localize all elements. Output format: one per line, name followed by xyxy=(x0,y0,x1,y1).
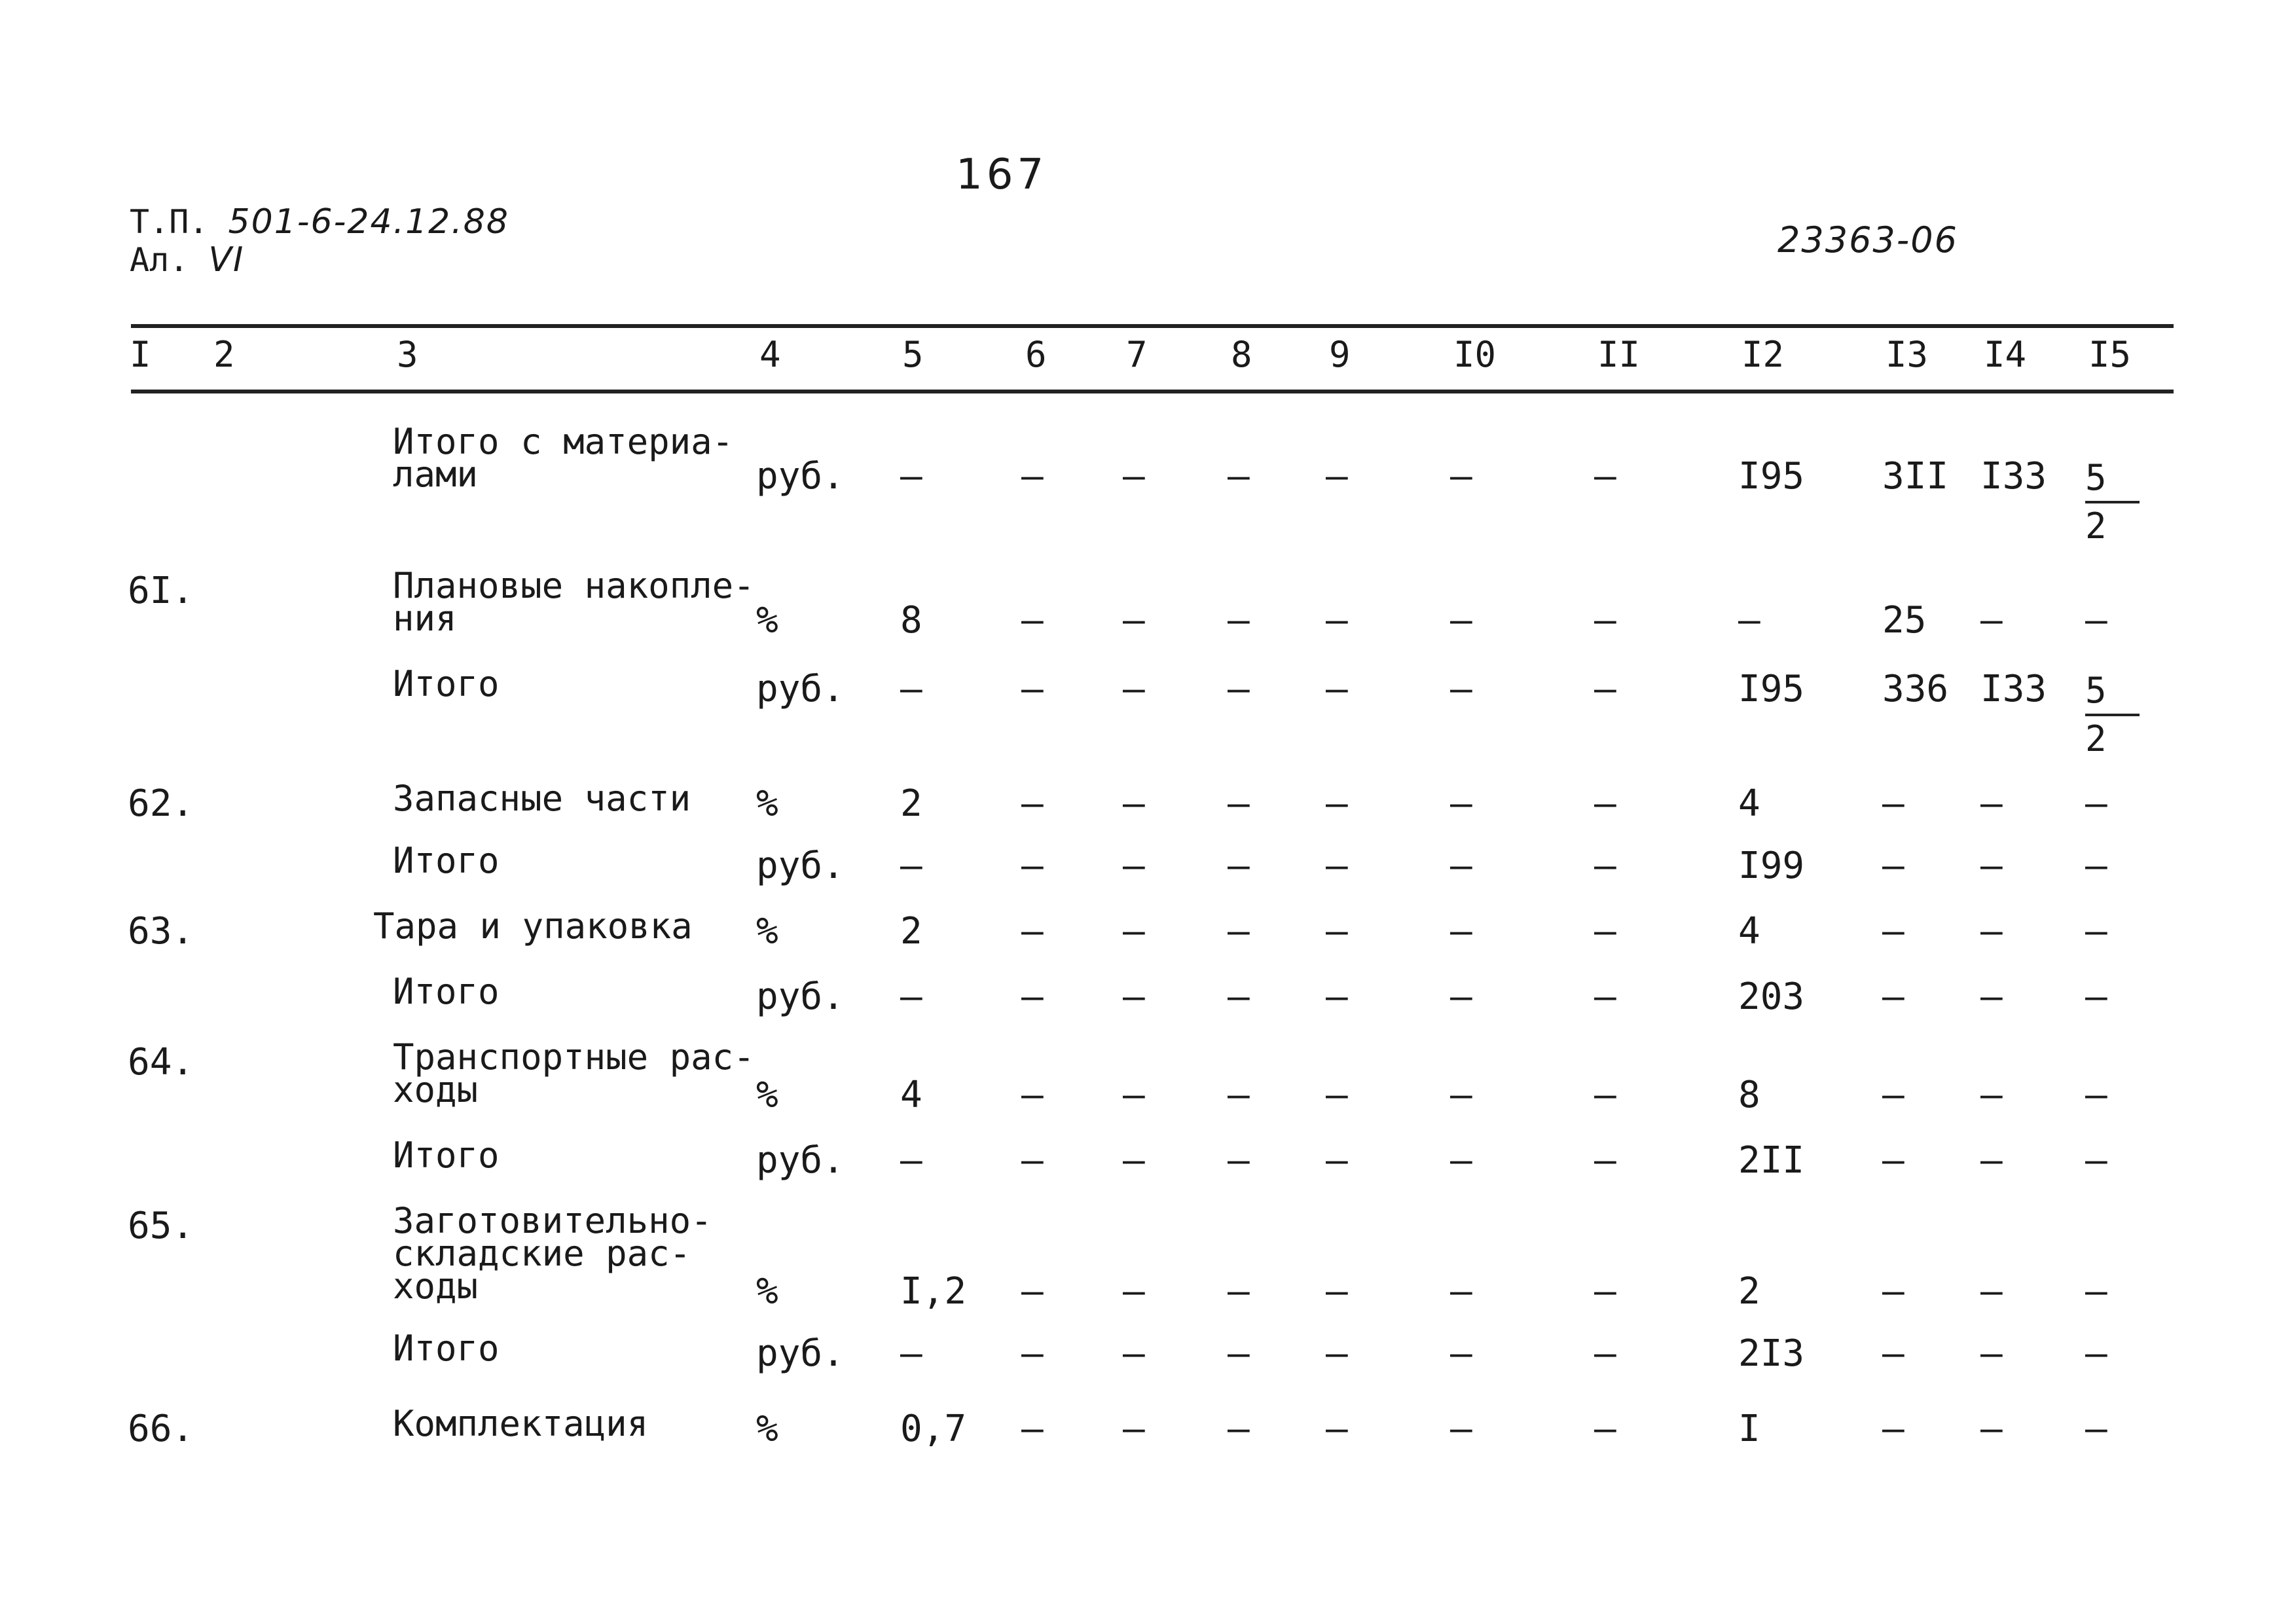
cell-col-6: – xyxy=(1021,1074,1044,1116)
cell-col-11: – xyxy=(1594,1332,1616,1375)
row-description-line: Плановые накопле- xyxy=(393,565,755,606)
cell-col-13: 336 xyxy=(1882,668,1949,710)
row-description xyxy=(393,971,500,1012)
cell-col-15: – xyxy=(2085,1270,2107,1313)
cell-col-8: – xyxy=(1228,599,1250,642)
row-description-line: Итого xyxy=(393,1135,500,1176)
cell-col-9: – xyxy=(1326,976,1348,1018)
cell-col-12: I95 xyxy=(1738,668,1805,710)
series-number: 501-6-24.12.88 xyxy=(228,202,509,242)
cell-col-12: 4 xyxy=(1738,782,1760,825)
row-unit: руб. xyxy=(756,976,845,1018)
fraction-col-15 xyxy=(2085,668,2140,762)
cell-col-6: – xyxy=(1021,668,1044,710)
row-description-line: Транспортные рас- xyxy=(393,1036,755,1078)
cell-col-15: – xyxy=(2085,1074,2107,1116)
cell-col-14: I33 xyxy=(1980,455,2047,498)
column-header-15: I5 xyxy=(2088,334,2132,375)
row-description-line: Итого xyxy=(393,840,500,881)
cell-col-7: – xyxy=(1123,1270,1145,1313)
cell-col-12: 203 xyxy=(1738,976,1805,1018)
cell-col-5: I,2 xyxy=(900,1270,967,1313)
cell-col-11: – xyxy=(1594,1139,1616,1182)
row-description-line: Тара и упаковка xyxy=(373,905,693,947)
cell-col-9: – xyxy=(1326,668,1348,710)
cell-col-5: – xyxy=(900,1139,922,1182)
cell-col-9: – xyxy=(1326,1270,1348,1313)
cell-col-11: – xyxy=(1594,1408,1616,1450)
cell-col-15: – xyxy=(2085,1139,2107,1182)
fraction-denominator: 2 xyxy=(2085,718,2107,759)
cell-col-14: – xyxy=(1980,782,2003,825)
row-number: 66. xyxy=(128,1408,194,1450)
cell-col-6: – xyxy=(1021,455,1044,498)
cell-col-5: 2 xyxy=(900,782,922,825)
row-number: 64. xyxy=(128,1041,194,1084)
cell-col-10: – xyxy=(1450,668,1472,710)
cell-col-10: – xyxy=(1450,599,1472,642)
row-description-line: Заготовительно- xyxy=(393,1200,712,1241)
cell-col-15: – xyxy=(2085,976,2107,1018)
row-description-line: лами xyxy=(393,454,479,495)
row-description xyxy=(393,421,734,495)
cell-col-13: 25 xyxy=(1882,599,1927,642)
cell-col-13: – xyxy=(1882,976,1904,1018)
cell-col-7: – xyxy=(1123,782,1145,825)
row-description xyxy=(393,778,691,819)
column-header-10: I0 xyxy=(1453,334,1497,375)
cell-col-11: – xyxy=(1594,1074,1616,1116)
row-description xyxy=(393,1328,500,1369)
row-unit: % xyxy=(756,910,778,953)
row-description xyxy=(393,1036,755,1110)
cell-col-7: – xyxy=(1123,668,1145,710)
row-description xyxy=(393,840,500,881)
cell-col-14: – xyxy=(1980,599,2003,642)
cell-col-5: – xyxy=(900,668,922,710)
cell-col-8: – xyxy=(1228,1270,1250,1313)
row-unit: руб. xyxy=(756,845,845,887)
cell-col-14: – xyxy=(1980,910,2003,953)
cell-col-8: – xyxy=(1228,976,1250,1018)
row-description xyxy=(393,1200,712,1307)
cell-col-14: – xyxy=(1980,1074,2003,1116)
cell-col-13: – xyxy=(1882,1408,1904,1450)
row-description xyxy=(393,663,500,704)
document-code xyxy=(130,203,509,279)
cell-col-10: – xyxy=(1450,1074,1472,1116)
cell-col-13: – xyxy=(1882,1332,1904,1375)
row-description-line: ходы xyxy=(393,1069,479,1110)
cell-col-11: – xyxy=(1594,782,1616,825)
row-description-line: Запасные части xyxy=(393,778,691,819)
column-header-14: I4 xyxy=(1984,334,2027,375)
cell-col-12: 2I3 xyxy=(1738,1332,1805,1375)
cell-col-10: – xyxy=(1450,455,1472,498)
column-header-4: 4 xyxy=(759,334,781,375)
cell-col-8: – xyxy=(1228,910,1250,953)
row-unit: % xyxy=(756,782,778,825)
document-number: 23363-06 xyxy=(1777,219,1958,261)
page-number: 167 xyxy=(956,151,1048,199)
row-unit: % xyxy=(756,1074,778,1116)
column-header-12: I2 xyxy=(1741,334,1785,375)
cell-col-14: – xyxy=(1980,1139,2003,1182)
cell-col-11: – xyxy=(1594,910,1616,953)
row-description-line: складские рас- xyxy=(393,1233,691,1274)
cell-col-9: – xyxy=(1326,1332,1348,1375)
cell-col-12: I99 xyxy=(1738,845,1805,887)
cell-col-14: – xyxy=(1980,976,2003,1018)
column-header-3: 3 xyxy=(397,334,418,375)
column-header-9: 9 xyxy=(1329,334,1351,375)
row-unit: руб. xyxy=(756,455,845,498)
cell-col-14: – xyxy=(1980,1270,2003,1313)
row-number: 65. xyxy=(128,1205,194,1247)
cell-col-10: – xyxy=(1450,1139,1472,1182)
fraction-numerator: 5 xyxy=(2085,668,2140,716)
row-unit: руб. xyxy=(756,1332,845,1375)
cell-col-6: – xyxy=(1021,910,1044,953)
row-description xyxy=(393,1135,500,1176)
cell-col-13: – xyxy=(1882,782,1904,825)
cell-col-5: 8 xyxy=(900,599,922,642)
cell-col-10: – xyxy=(1450,910,1472,953)
cell-col-8: – xyxy=(1228,668,1250,710)
column-header-11: II xyxy=(1597,334,1641,375)
cell-col-15: – xyxy=(2085,599,2107,642)
cell-col-5: – xyxy=(900,1332,922,1375)
cell-col-7: – xyxy=(1123,845,1145,887)
cell-col-7: – xyxy=(1123,1074,1145,1116)
row-unit: % xyxy=(756,599,778,642)
cell-col-12: I95 xyxy=(1738,455,1805,498)
row-unit: % xyxy=(756,1408,778,1450)
album-line xyxy=(130,241,509,279)
cell-col-9: – xyxy=(1326,1139,1348,1182)
cell-col-10: – xyxy=(1450,976,1472,1018)
cell-col-12: I xyxy=(1738,1408,1760,1450)
cell-col-10: – xyxy=(1450,1408,1472,1450)
cell-col-5: 0,7 xyxy=(900,1408,967,1450)
column-header-13: I3 xyxy=(1886,334,1929,375)
cell-col-8: – xyxy=(1228,1139,1250,1182)
cell-col-10: – xyxy=(1450,782,1472,825)
fraction-numerator: 5 xyxy=(2085,455,2140,503)
cell-col-6: – xyxy=(1021,1408,1044,1450)
cell-col-13: – xyxy=(1882,845,1904,887)
row-number: 6I. xyxy=(128,570,194,612)
album-number: VI xyxy=(208,240,245,280)
column-header-1: I xyxy=(130,334,151,375)
cell-col-9: – xyxy=(1326,599,1348,642)
row-description-line: ходы xyxy=(393,1266,479,1307)
cell-col-7: – xyxy=(1123,976,1145,1018)
cell-col-12: – xyxy=(1738,599,1760,642)
cell-col-7: – xyxy=(1123,910,1145,953)
cell-col-15: – xyxy=(2085,1408,2107,1450)
cell-col-9: – xyxy=(1326,455,1348,498)
cell-col-6: – xyxy=(1021,782,1044,825)
cell-col-15: – xyxy=(2085,910,2107,953)
cell-col-13: – xyxy=(1882,1270,1904,1313)
cell-col-14: I33 xyxy=(1980,668,2047,710)
fraction-denominator: 2 xyxy=(2085,505,2107,547)
series-prefix: Т.П. xyxy=(130,203,209,241)
cell-col-12: 8 xyxy=(1738,1074,1760,1116)
cell-col-12: 4 xyxy=(1738,910,1760,953)
cell-col-13: – xyxy=(1882,1074,1904,1116)
header-top-rule xyxy=(131,324,2174,328)
cell-col-6: – xyxy=(1021,1139,1044,1182)
cell-col-10: – xyxy=(1450,1332,1472,1375)
series-line xyxy=(130,203,509,241)
cell-col-15: – xyxy=(2085,782,2107,825)
row-description-line: Комплектация xyxy=(393,1403,649,1444)
cell-col-5: – xyxy=(900,976,922,1018)
cell-col-8: – xyxy=(1228,455,1250,498)
cell-col-13: – xyxy=(1882,910,1904,953)
column-header-8: 8 xyxy=(1231,334,1252,375)
cell-col-13: – xyxy=(1882,1139,1904,1182)
cell-col-7: – xyxy=(1123,1408,1145,1450)
row-description xyxy=(393,1403,649,1444)
column-header-2: 2 xyxy=(213,334,235,375)
cell-col-8: – xyxy=(1228,1074,1250,1116)
cell-col-11: – xyxy=(1594,599,1616,642)
cell-col-9: – xyxy=(1326,910,1348,953)
cell-col-9: – xyxy=(1326,782,1348,825)
cell-col-9: – xyxy=(1326,845,1348,887)
cell-col-5: – xyxy=(900,455,922,498)
cell-col-5: 2 xyxy=(900,910,922,953)
column-header-5: 5 xyxy=(902,334,924,375)
row-number: 63. xyxy=(128,910,194,953)
cell-col-7: – xyxy=(1123,455,1145,498)
row-description xyxy=(373,905,693,947)
cell-col-6: – xyxy=(1021,1332,1044,1375)
cell-col-11: – xyxy=(1594,455,1616,498)
column-header-6: 6 xyxy=(1025,334,1047,375)
cell-col-14: – xyxy=(1980,1408,2003,1450)
cell-col-6: – xyxy=(1021,976,1044,1018)
cell-col-7: – xyxy=(1123,1139,1145,1182)
row-description-line: Итого с материа- xyxy=(393,421,734,462)
cell-col-12: 2II xyxy=(1738,1139,1805,1182)
row-unit: руб. xyxy=(756,668,845,710)
cell-col-7: – xyxy=(1123,1332,1145,1375)
row-description-line: Итого xyxy=(393,663,500,704)
cell-col-10: – xyxy=(1450,1270,1472,1313)
cell-col-8: – xyxy=(1228,845,1250,887)
cell-col-6: – xyxy=(1021,1270,1044,1313)
row-unit: руб. xyxy=(756,1139,845,1182)
cell-col-14: – xyxy=(1980,1332,2003,1375)
cell-col-11: – xyxy=(1594,668,1616,710)
cell-col-11: – xyxy=(1594,845,1616,887)
cell-col-11: – xyxy=(1594,1270,1616,1313)
album-prefix: Ал. xyxy=(130,241,189,279)
row-description xyxy=(393,565,755,639)
cell-col-11: – xyxy=(1594,976,1616,1018)
row-description-line: ния xyxy=(393,598,457,639)
fraction-col-15 xyxy=(2085,455,2140,549)
cell-col-13: 3II xyxy=(1882,455,1949,498)
cell-col-14: – xyxy=(1980,845,2003,887)
row-number: 62. xyxy=(128,782,194,825)
cell-col-15: – xyxy=(2085,1332,2107,1375)
cell-col-9: – xyxy=(1326,1074,1348,1116)
cell-col-6: – xyxy=(1021,599,1044,642)
header-bottom-rule xyxy=(131,390,2174,393)
column-header-7: 7 xyxy=(1126,334,1148,375)
cell-col-5: 4 xyxy=(900,1074,922,1116)
row-description-line: Итого xyxy=(393,971,500,1012)
cell-col-8: – xyxy=(1228,1408,1250,1450)
cell-col-8: – xyxy=(1228,782,1250,825)
cell-col-8: – xyxy=(1228,1332,1250,1375)
cell-col-15: – xyxy=(2085,845,2107,887)
cell-col-5: – xyxy=(900,845,922,887)
cell-col-12: 2 xyxy=(1738,1270,1760,1313)
cell-col-7: – xyxy=(1123,599,1145,642)
cell-col-6: – xyxy=(1021,845,1044,887)
row-description-line: Итого xyxy=(393,1328,500,1369)
cell-col-10: – xyxy=(1450,845,1472,887)
row-unit: % xyxy=(756,1270,778,1313)
cell-col-9: – xyxy=(1326,1408,1348,1450)
